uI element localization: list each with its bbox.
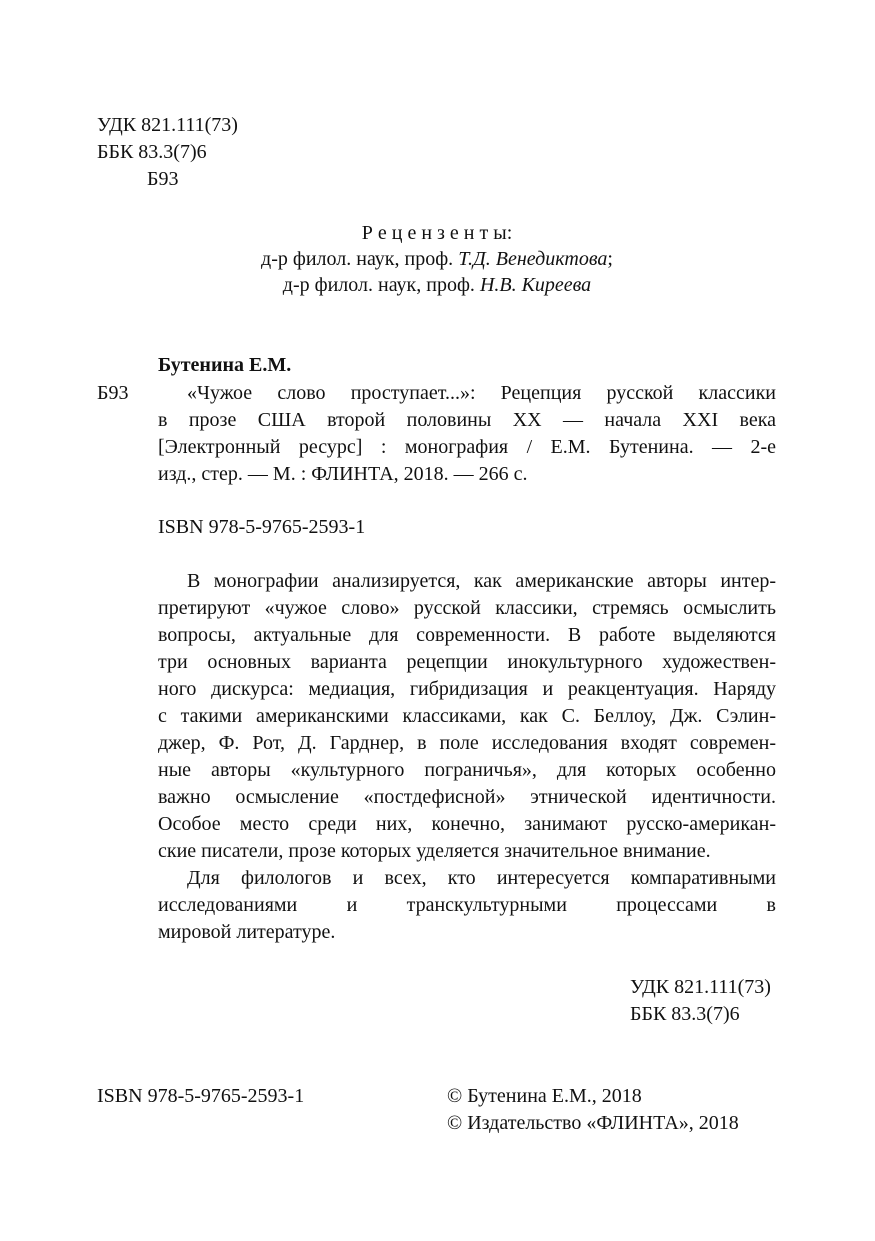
reviewer-2 xyxy=(97,272,777,298)
reviewers-heading: Р е ц е н з е н т ы: xyxy=(361,222,513,244)
abstract-line-9: важно осмысление «постдефисной» этнической идентичности. xyxy=(158,786,776,808)
abstract-line-7: джер, Ф. Рот, Д. Гарднер, в поле исследования входят современ- xyxy=(158,732,776,754)
reviewer-2-prefix: д-р филол. наук, проф. xyxy=(282,274,480,296)
audience-line-2: исследованиями и транскультурными процессами в xyxy=(158,894,776,916)
copyright-publisher: © Издательство «ФЛИНТА», 2018 xyxy=(447,1112,739,1134)
reviewer-1-name: Т.Д. Венедиктова xyxy=(458,248,608,270)
reviewer-1-suffix: ; xyxy=(607,248,613,270)
bbk-bottom: ББК 83.3(7)6 xyxy=(630,1003,740,1025)
bbk-top: ББК 83.3(7)6 xyxy=(97,141,207,163)
abstract-line-1: В монографии анализируется, как американские авторы интер- xyxy=(187,570,776,592)
entry-line-1: «Чужое слово проступает...»: Рецепция русской классики xyxy=(187,382,776,404)
copyright-author: © Бутенина Е.М., 2018 xyxy=(447,1085,642,1107)
abstract-line-2: претируют «чужое слово» русской классики, стремясь осмыслить xyxy=(158,597,776,619)
udk-top: УДК 821.111(73) xyxy=(97,114,238,136)
entry-line-2: в прозе США второй половины XX — начала XXI века xyxy=(158,409,776,431)
abstract-line-11: ские писатели, прозе которых уделяется значительное внимание. xyxy=(158,840,711,862)
reviewer-2-name: Н.В. Киреева xyxy=(479,274,592,296)
abstract-line-4: три основных варианта рецепции инокультурного художествен- xyxy=(158,651,776,673)
author-mark-top: Б93 xyxy=(147,168,179,190)
entry-isbn: ISBN 978-5-9765-2593-1 xyxy=(158,516,366,538)
entry-author: Бутенина Е.М. xyxy=(158,354,292,376)
audience-line-1: Для филологов и всех, кто интересуется компаративными xyxy=(187,867,776,889)
abstract-line-3: вопросы, актуальные для современности. В работе выделяются xyxy=(158,624,776,646)
abstract-line-10: Особое место среди них, конечно, занимают русско-американ- xyxy=(158,813,776,835)
entry-line-3: [Электронный ресурс] : монография / Е.М. Бутенина. — 2-е xyxy=(158,436,776,458)
abstract-line-6: с такими американскими классиками, как С. Беллоу, Дж. Сэлин- xyxy=(158,705,776,727)
entry-mark: Б93 xyxy=(97,382,129,404)
reviewer-1-prefix: д-р филол. наук, проф. xyxy=(261,248,459,270)
udk-bottom: УДК 821.111(73) xyxy=(630,976,771,998)
entry-line-4: изд., стер. — М. : ФЛИНТА, 2018. — 266 с. xyxy=(158,463,528,485)
audience-line-3: мировой литературе. xyxy=(158,921,336,943)
abstract-line-5: ного дискурса: медиация, гибридизация и реакцентуация. Наряду xyxy=(158,678,776,700)
abstract-line-8: ные авторы «культурного пограничья», для которых особенно xyxy=(158,759,776,781)
reviewer-1 xyxy=(97,246,777,272)
footer-isbn: ISBN 978-5-9765-2593-1 xyxy=(97,1085,305,1107)
